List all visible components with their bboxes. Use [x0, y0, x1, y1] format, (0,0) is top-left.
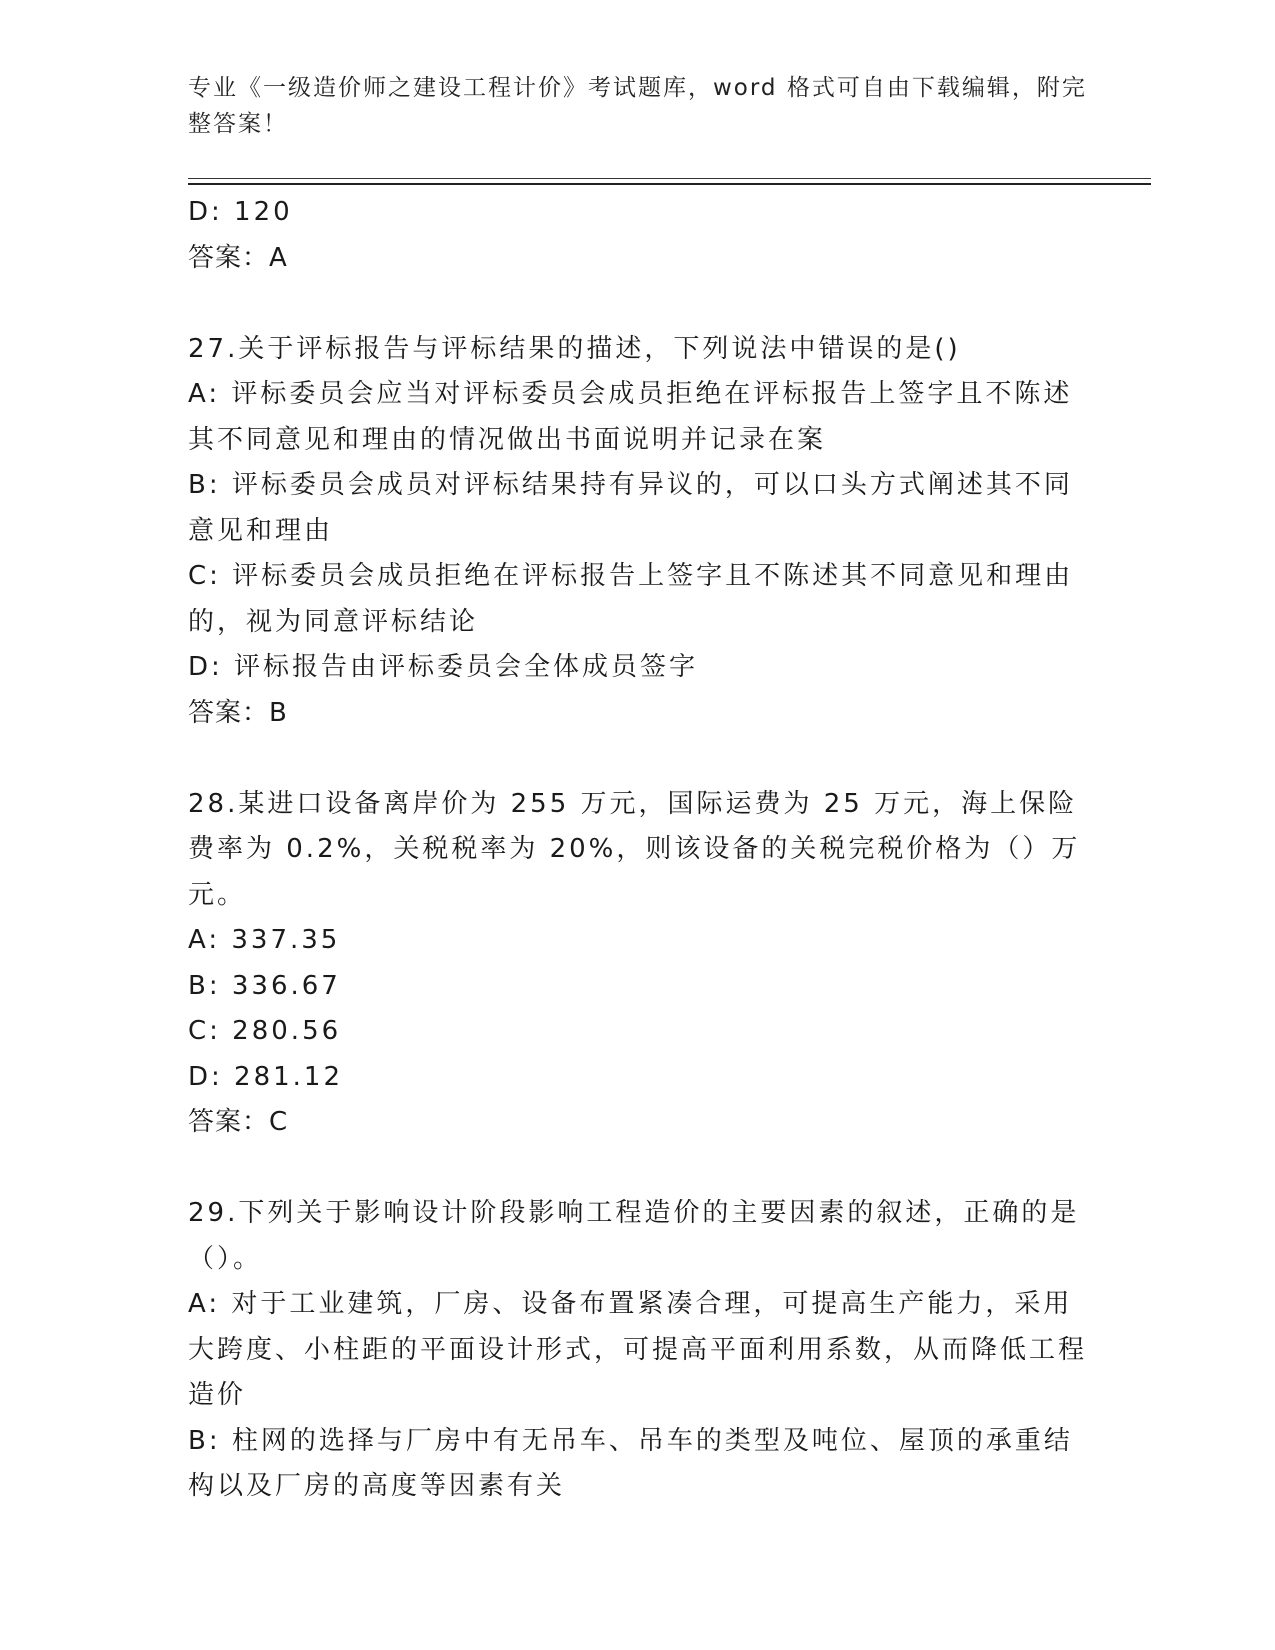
question-28-stem: 28.某进口设备离岸价为 255 万元，国际运费为 25 万元，海上保险费率为 0.2%，关税税率为 20%，则该设备的关税完税价格为（）万元。 [188, 788, 1081, 910]
question-27-option-d: D: 评标报告由评标委员会全体成员签字 [188, 652, 699, 682]
question-27-option-c: C: 评标委员会成员拒绝在评标报告上签字且不陈述其不同意见和理由的，视为同意评标结论 [188, 561, 1074, 637]
question-27-option-a: A: 评标委员会应当对评标委员会成员拒绝在评标报告上签字且不陈述其不同意见和理由的情况做出书面说明并记录在案 [188, 379, 1073, 455]
question-29-option-a: A: 对于工业建筑，厂房、设备布置紧凑合理，可提高生产能力，采用大跨度、小柱距的平面设计形式，可提高平面利用系数，从而降低工程造价 [188, 1289, 1088, 1410]
question-28-option-c: C: 280.56 [188, 1016, 342, 1046]
header-divider-thick [188, 183, 1151, 185]
question-29-stem: 29.下列关于影响设计阶段影响工程造价的主要因素的叙述，正确的是（）。 [188, 1198, 1080, 1274]
spacer [188, 1146, 1088, 1192]
question-29-option-b: B: 柱网的选择与厂房中有无吊车、吊车的类型及吨位、屋顶的承重结构以及厂房的高度等因素有关 [188, 1425, 1073, 1501]
question-27-option-b: B: 评标委员会成员对评标结果持有异议的，可以口头方式阐述其不同意见和理由 [188, 470, 1073, 546]
question-28-option-b: B: 336.67 [188, 970, 341, 1001]
spacer [188, 281, 1088, 327]
question-28-answer: 答案：C [188, 1107, 289, 1137]
page-header [188, 70, 1088, 142]
prev-answer: 答案：A [188, 242, 288, 273]
document-body [188, 190, 1088, 1510]
spacer [188, 736, 1088, 782]
question-27-answer: 答案：B [188, 697, 288, 728]
question-27-stem: 27.关于评标报告与评标结果的描述，下列说法中错误的是() [188, 333, 961, 364]
prev-option-d: D: 120 [188, 197, 293, 227]
header-text: 专业《一级造价师之建设工程计价》考试题库，word 格式可自由下载编辑，附完整答案！ [188, 75, 1087, 137]
header-divider-thin [188, 178, 1151, 179]
question-28-option-a: A: 337.35 [188, 925, 341, 955]
question-28-option-d: D: 281.12 [188, 1061, 344, 1092]
